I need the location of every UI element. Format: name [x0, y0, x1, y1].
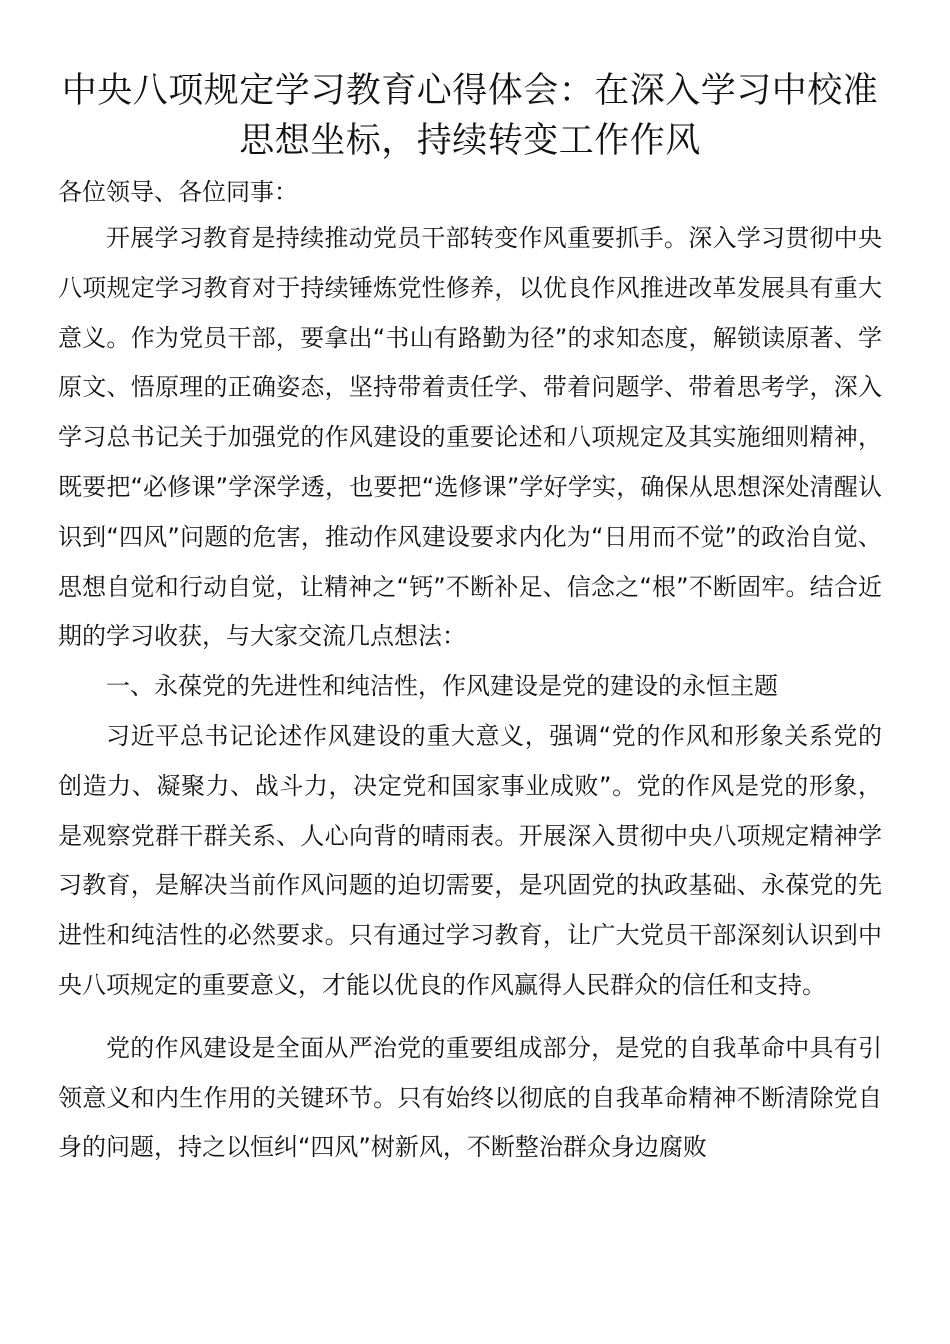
section-heading-1: 一、永葆党的先进性和纯洁性，作风建设是党的建设的永恒主题 [106, 672, 778, 701]
intro-paragraph: 开展学习教育是持续推动党员干部转变作风重要抓手。深入学习贯彻中央八项规定学习教育对于持续锤炼党性修养，以优良作风推进改革发展具有重大意义。作为党员干部，要拿出“书山有路勤为径”的求知态度，解锁读原著、学原文、悟原理的正确姿态，坚持带着责任学、带着问题学、带着思考学，深入学习总书记关于加强党的作风建设的重要论述和八项规定及其实施细则精神，既要把“必修课”学深学透，也要把“选修课”学好学实，确保从思想深处清醒认识到“四风”问题的危害，推动作风建设要求内化为“日用而不觉”的政治自觉、思想自觉和行动自觉，让精神之“钙”不断补足、信念之“根”不断固牢。结合近期的学习收获，与大家交流几点想法： [58, 224, 882, 651]
section-1-paragraph-1: 习近平总书记论述作风建设的重大意义，强调“党的作风和形象关系党的创造力、凝聚力、战斗力，决定党和国家事业成败”。党的作风是党的形象，是观察党群干群关系、人心向背的晴雨表。开展深入贯彻中央八项规定精神学习教育，是解决当前作风问题的迫切需要，是巩固党的执政基础、永葆党的先进性和纯洁性的必然要求。只有通过学习教育，让广大党员干部深刻认识到中央八项规定的重要意义，才能以优良的作风赢得人民群众的信任和支持。 [58, 721, 882, 999]
paragraph-gap [58, 1011, 882, 1024]
section-1-paragraph-2: 党的作风建设是全面从严治党的重要组成部分，是党的自我革命中具有引领意义和内生作用的关键环节。只有始终以彻底的自我革命精神不断清除党自身的问题，持之以恒纠“四风”树新风，不断整治群众身边腐败 [58, 1033, 882, 1162]
salutation: 各位领导、各位同事： [58, 178, 298, 206]
document-page [58, 66, 882, 1173]
document-title: 中央八项规定学习教育心得体会：在深入学习中校准思想坐标，持续转变工作作风 [61, 71, 879, 161]
